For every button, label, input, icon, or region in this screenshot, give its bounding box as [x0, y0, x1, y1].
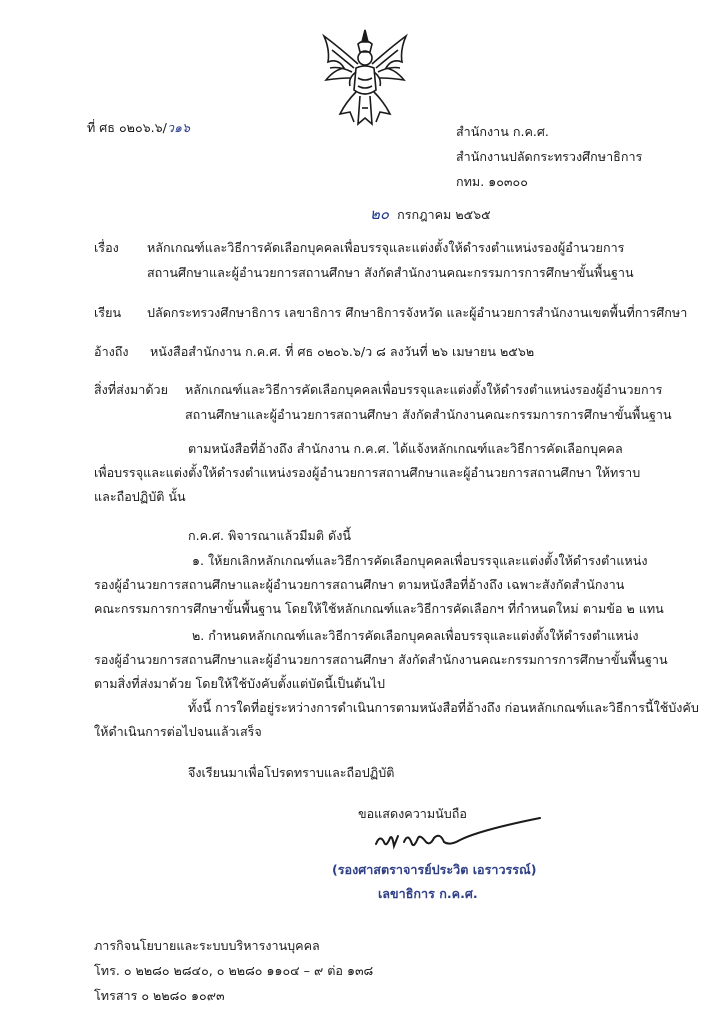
enclosure-label: สิ่งที่ส่งมาด้วย: [94, 382, 168, 397]
enclosure-line-1: หลักเกณฑ์และวิธีการคัดเลือกบุคคลเพื่อบรรจุและแต่งตั้งให้ดำรงตำแหน่งรองผู้อำนวยการ: [185, 382, 663, 397]
reference-handwritten: ว๑๖: [166, 120, 190, 135]
body-p1-line-1: ตามหนังสือที่อ้างถึง สำนักงาน ก.ค.ศ. ได้แจ้งหลักเกณฑ์และวิธีการคัดเลือกบุคคล: [188, 441, 623, 456]
date-day: ๒๐: [370, 205, 390, 223]
subject-line-2: สถานศึกษาและผู้อำนวยการสถานศึกษา สังกัดสำนักงานคณะกรรมการการศึกษาขั้นพื้นฐาน: [147, 265, 634, 280]
footer-phone: โทร. ๐ ๒๒๘๐ ๒๘๔๐, ๐ ๒๒๘๐ ๑๑๐๔ – ๙ ต่อ ๑๓๘: [94, 963, 374, 978]
letter-date: [370, 202, 491, 226]
sender-line-1: สำนักงาน ก.ค.ศ.: [456, 124, 549, 139]
date-month-year: กรกฎาคม ๒๕๖๕: [397, 207, 491, 222]
item1-line-3: คณะกรรมการการศึกษาขั้นพื้นฐาน โดยให้ใช้หลักเกณฑ์และวิธีการคัดเลือกฯ ที่กำหนดใหม่ ตามข้อ ๒ แทน: [94, 601, 664, 616]
body-p1-line-2: เพื่อบรรจุและแต่งตั้งให้ดำรงตำแหน่งรองผู้อำนวยการสถานศึกษาและผู้อำนวยการสถานศึกษา ให้ทราบ: [94, 465, 641, 480]
body-p3-line-1: ทั้งนี้ การใดที่อยู่ระหว่างการดำเนินการตามหนังสือที่อ้างถึง ก่อนหลักเกณฑ์และวิธีการนี้ใช้บังคับ: [188, 700, 699, 715]
reference-text: หนังสือสำนักงาน ก.ค.ศ. ที่ ศธ ๐๒๐๖.๖/ว ๘ ลงวันที่ ๒๖ เมษายน ๒๕๖๒: [150, 344, 535, 359]
enclosure-line-2: สถานศึกษาและผู้อำนวยการสถานศึกษา สังกัดสำนักงานคณะกรรมการการศึกษาขั้นพื้นฐาน: [185, 407, 672, 422]
reference-prefix: ที่ ศธ ๐๒๐๖.๖/: [87, 120, 167, 135]
item2-line-1: ๒. กำหนดหลักเกณฑ์และวิธีการคัดเลือกบุคคลเพื่อบรรจุและแต่งตั้งให้ดำรงตำแหน่ง: [192, 628, 639, 643]
signer-name: (รองศาสตราจารย์ประวิต เอราวรรณ์): [332, 862, 537, 877]
item1-line-1: ๑. ให้ยกเลิกหลักเกณฑ์และวิธีการคัดเลือกบุคคลเพื่อบรรจุและแต่งตั้งให้ดำรงตำแหน่ง: [192, 553, 648, 568]
garuda-emblem-icon: [318, 28, 412, 130]
signature-icon: [370, 812, 550, 858]
footer-department: ภารกิจนโยบายและระบบบริหารงานบุคคล: [94, 938, 320, 953]
item1-line-2: รองผู้อำนวยการสถานศึกษาและผู้อำนวยการสถานศึกษา ตามหนังสือที่อ้างถึง เฉพาะสังกัดสำนักงาน: [94, 577, 625, 592]
body-p4: จึงเรียนมาเพื่อโปรดทราบและถือปฏิบัติ: [188, 765, 395, 780]
body-p2: ก.ค.ศ. พิจารณาแล้วมีมติ ดังนี้: [188, 528, 351, 543]
sender-line-2: สำนักงานปลัดกระทรวงศึกษาธิการ: [456, 149, 643, 164]
subject-line-1: หลักเกณฑ์และวิธีการคัดเลือกบุคคลเพื่อบรรจุและแต่งตั้งให้ดำรงตำแหน่งรองผู้อำนวยการ: [147, 240, 625, 255]
item2-line-2: รองผู้อำนวยการสถานศึกษาและผู้อำนวยการสถานศึกษา สังกัดสำนักงานคณะกรรมการการศึกษาขั้นพื้นฐาน: [94, 652, 668, 667]
footer-fax: โทรสาร ๐ ๒๒๘๐ ๑๐๙๓: [94, 988, 225, 1003]
item2-line-3: ตามสิ่งที่ส่งมาด้วย โดยให้ใช้บังคับตั้งแต่บัดนี้เป็นต้นไป: [94, 676, 385, 691]
reference-label: อ้างถึง: [94, 344, 129, 359]
signer-title: เลขาธิการ ก.ค.ศ.: [378, 886, 478, 901]
sender-line-3: กทม. ๑๐๓๐๐: [456, 174, 528, 189]
body-p3-line-2: ให้ดำเนินการต่อไปจนแล้วเสร็จ: [94, 724, 262, 739]
recipient-text: ปลัดกระทรวงศึกษาธิการ เลขาธิการ ศึกษาธิการจังหวัด และผู้อำนวยการสำนักงานเขตพื้นที่การศึกษา: [147, 305, 688, 320]
body-p1-line-3: และถือปฏิบัติ นั้น: [94, 489, 186, 504]
reference-number: [87, 118, 190, 138]
subject-label: เรื่อง: [94, 240, 119, 255]
closing-salutation: ขอแสดงความนับถือ: [358, 806, 467, 821]
recipient-label: เรียน: [94, 305, 122, 320]
